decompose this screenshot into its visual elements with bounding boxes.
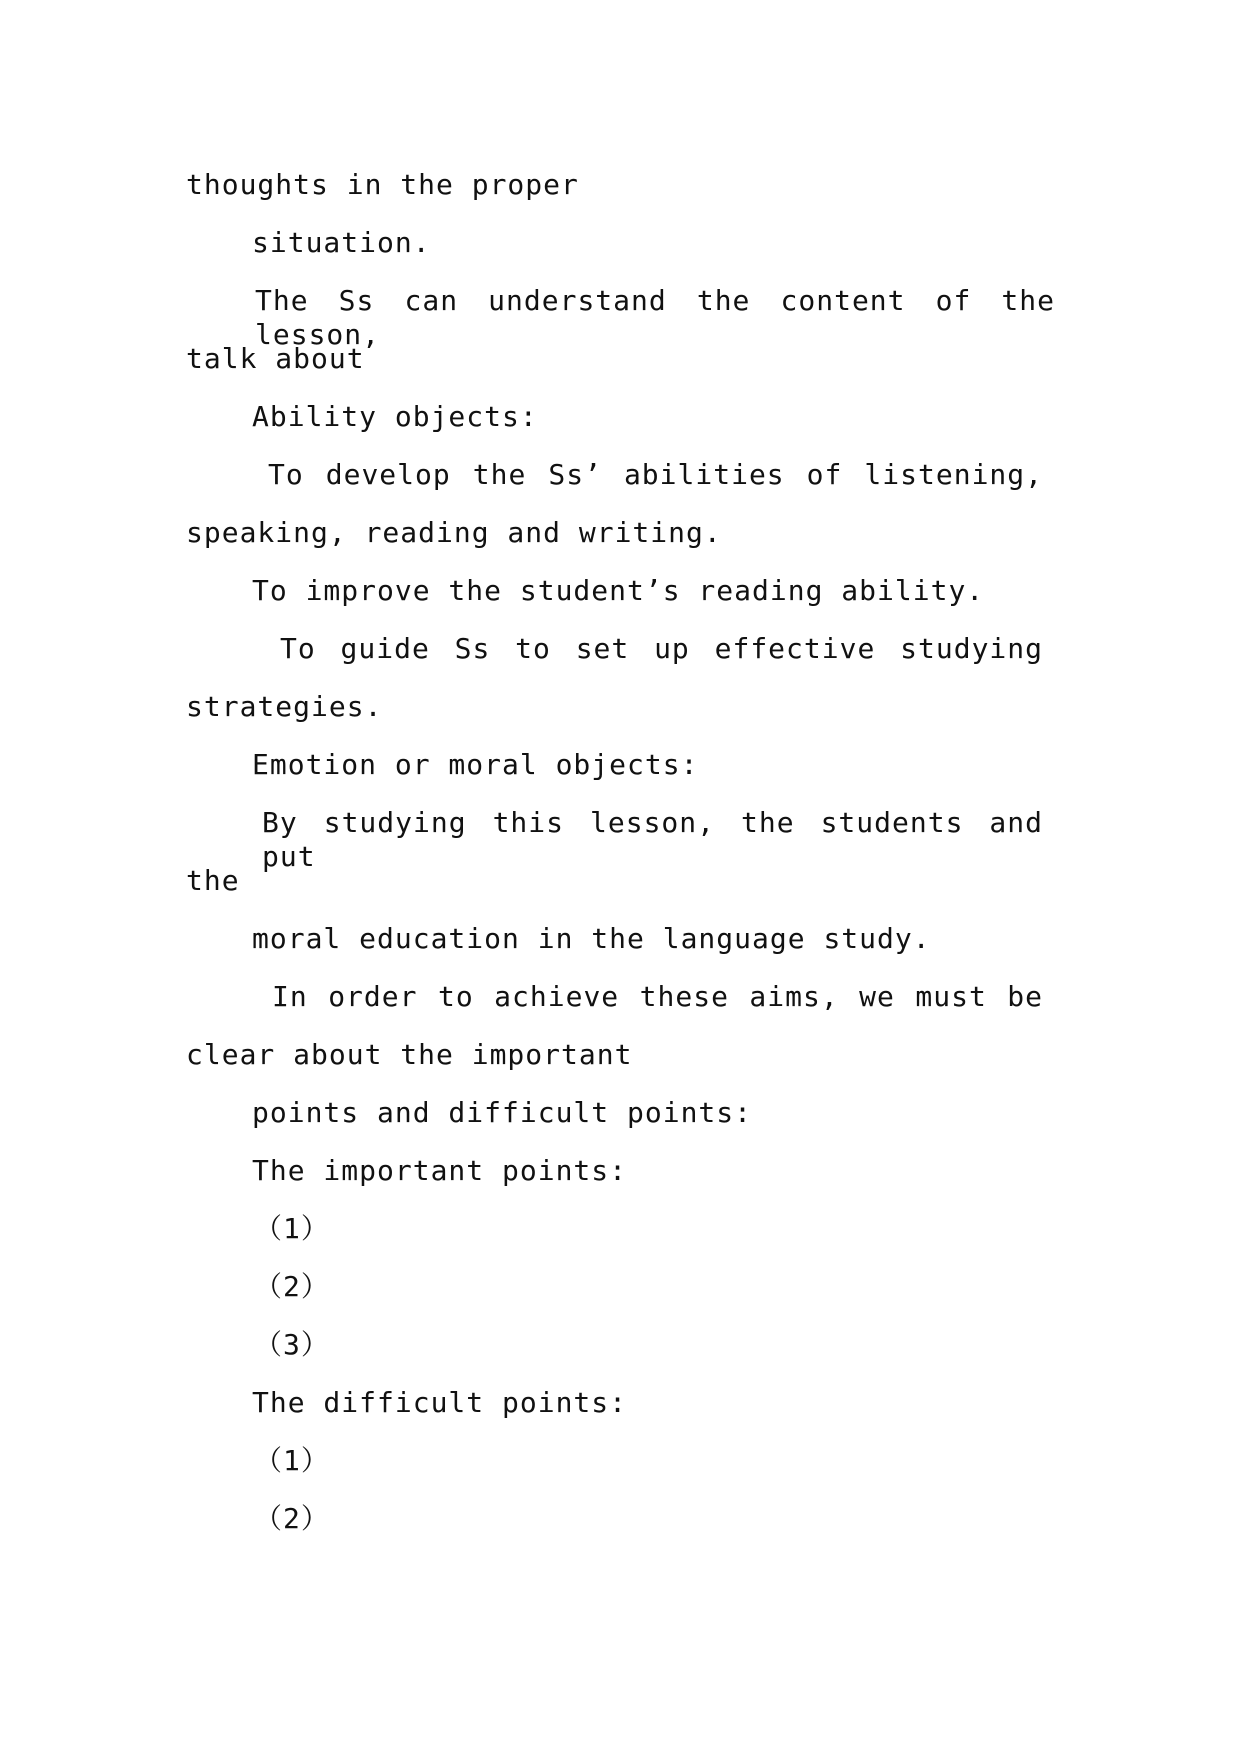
list-item-5: （2） — [254, 1502, 330, 1535]
text-line-17: points and difficult points: — [252, 1096, 753, 1129]
list-item-4: （1） — [254, 1444, 330, 1477]
text-line-4: talk about — [186, 342, 365, 375]
text-line-10: strategies. — [186, 690, 383, 723]
text-line-1: thoughts in the proper — [186, 168, 579, 201]
text-line-12: By studying this lesson, the students and put — [262, 806, 1043, 873]
text-line-13: the — [186, 864, 240, 897]
text-line-16: clear about the important — [186, 1038, 633, 1071]
text-line-8: To improve the student’s reading ability. — [252, 574, 985, 607]
text-line-11: Emotion or moral objects: — [252, 748, 699, 781]
list-item-3: （3） — [254, 1328, 330, 1361]
list-item-1: （1） — [254, 1212, 330, 1245]
text-line-7: speaking, reading and writing. — [186, 516, 722, 549]
text-line-2: situation. — [252, 226, 431, 259]
text-line-5: Ability objects: — [252, 400, 538, 433]
text-line-15: In order to achieve these aims, we must be — [272, 980, 1043, 1013]
text-line-3: The Ss can understand the content of the lesson, — [255, 284, 1055, 351]
text-line-6: To develop the Ss’ abilities of listening, — [268, 458, 1043, 491]
text-line-19: The difficult points: — [252, 1386, 628, 1419]
text-line-14: moral education in the language study. — [252, 922, 931, 955]
list-item-2: （2） — [254, 1270, 330, 1303]
text-line-18: The important points: — [252, 1154, 628, 1187]
text-line-9: To guide Ss to set up effective studying — [280, 632, 1043, 665]
